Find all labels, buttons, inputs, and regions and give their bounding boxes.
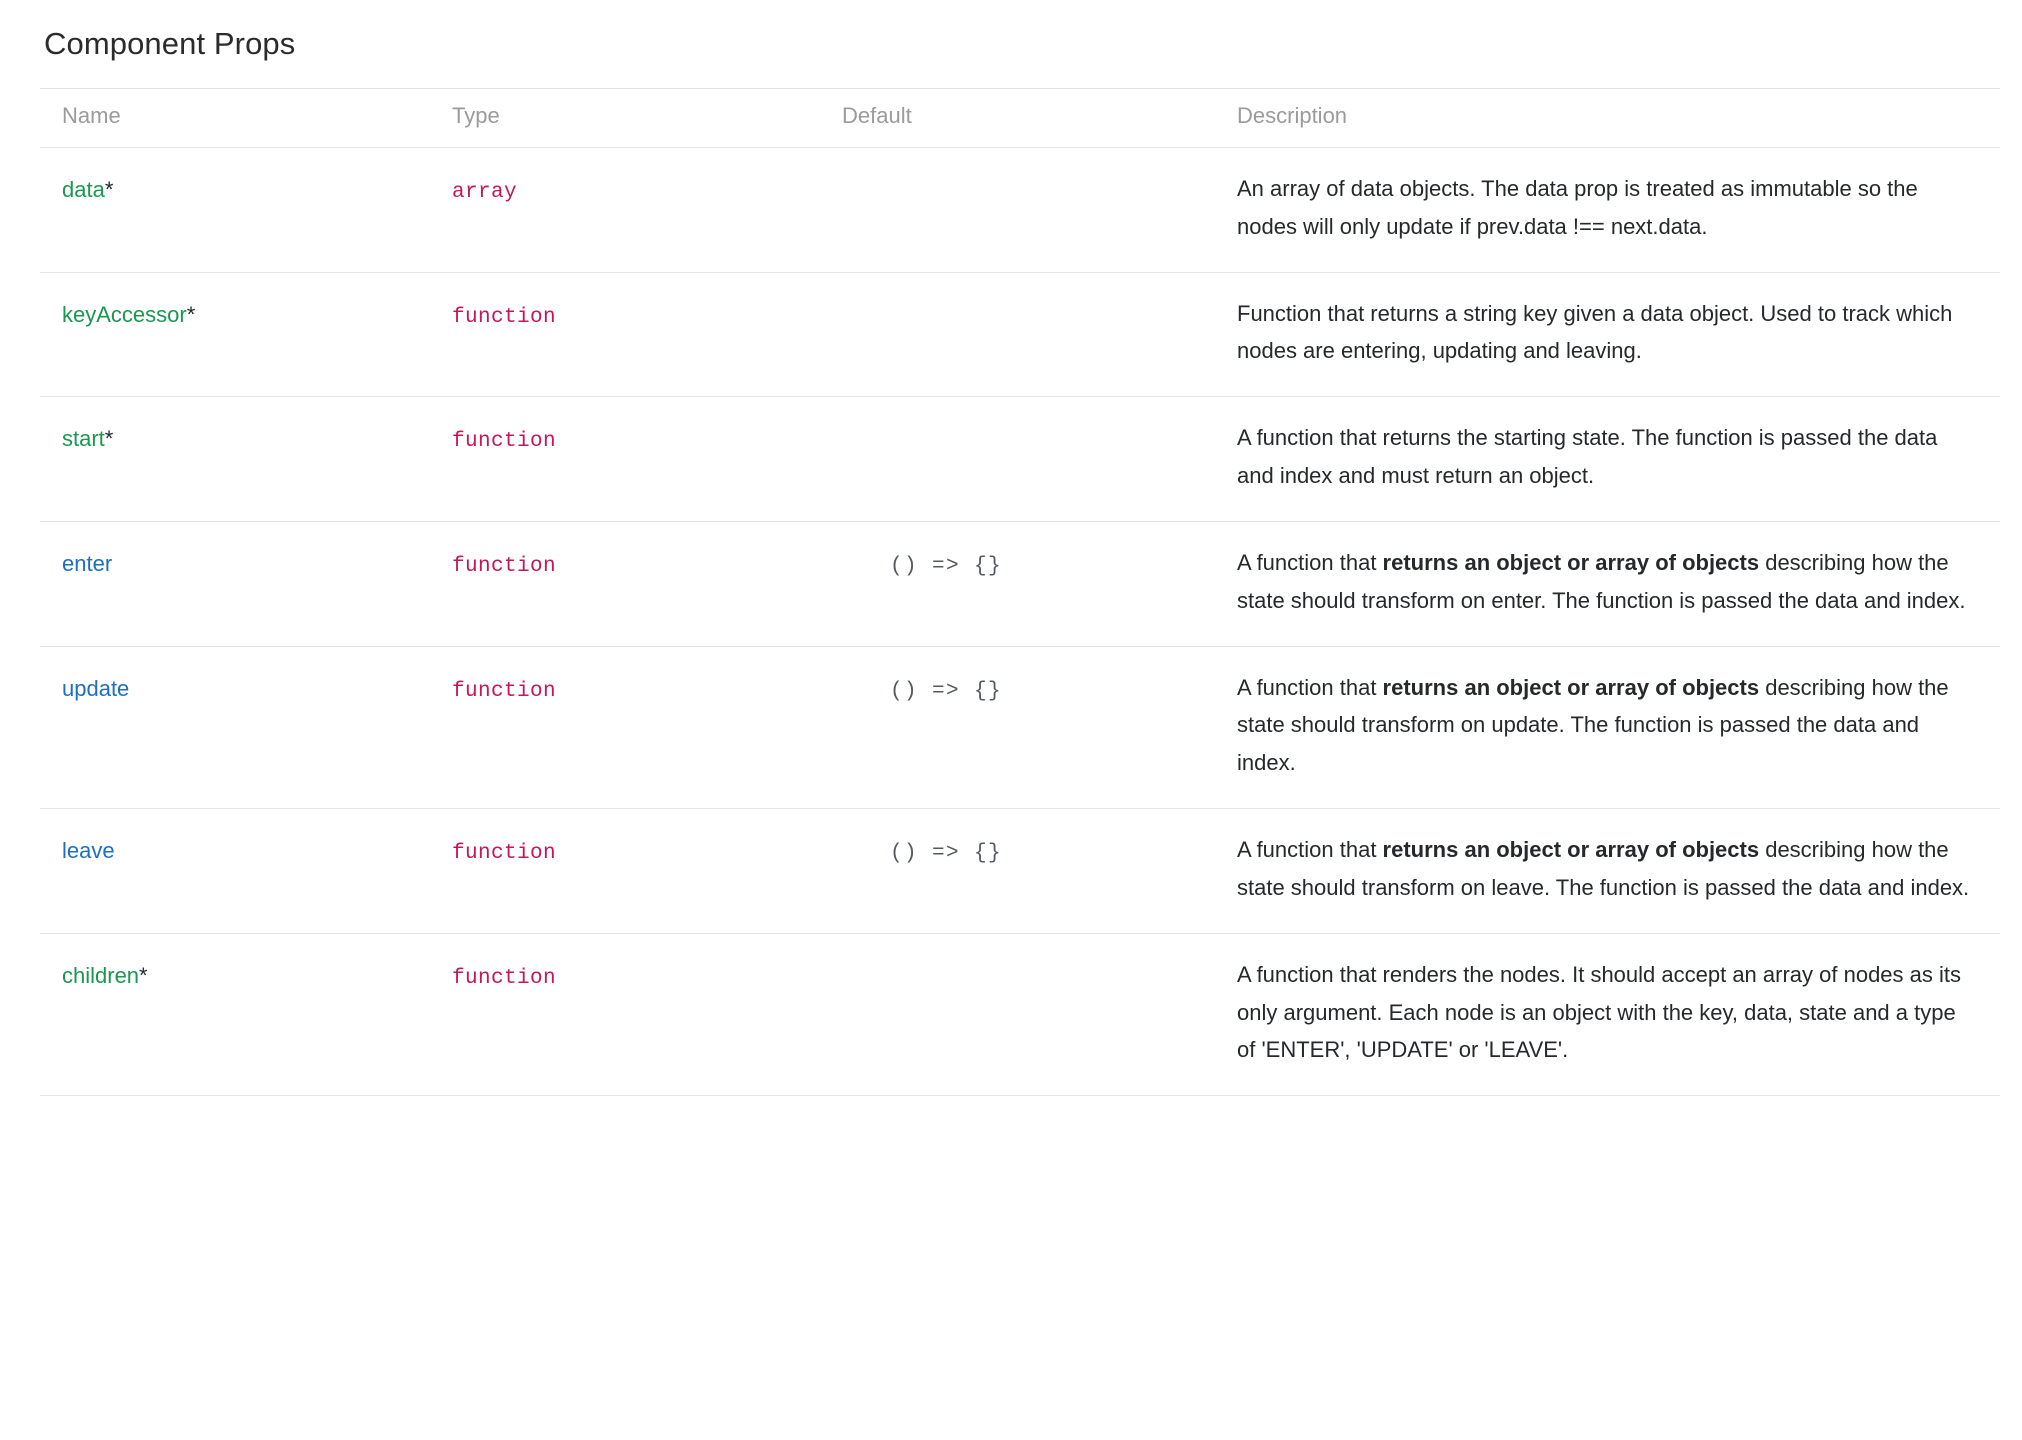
- prop-name: keyAccessor: [62, 301, 187, 327]
- table-row: [40, 148, 2000, 273]
- prop-description-cell: [1215, 809, 2000, 934]
- prop-default-cell: [820, 521, 1215, 646]
- prop-name-cell: [40, 809, 430, 934]
- prop-type-cell: [430, 809, 820, 934]
- prop-name: enter: [62, 550, 113, 576]
- component-props-table: [40, 88, 2000, 1096]
- prop-default-cell: [820, 933, 1215, 1095]
- prop-type: function: [452, 679, 557, 703]
- description-text: A function that: [1237, 837, 1383, 863]
- prop-name: data: [62, 177, 105, 202]
- prop-description-cell: [1215, 148, 2000, 273]
- prop-type: function: [452, 305, 557, 329]
- description-emphasis: returns an object or array of objects: [1382, 674, 1760, 700]
- description-text: A function that: [1237, 549, 1383, 575]
- description-text: describing how the state should transform on update. The function is passed the data and index.: [1237, 674, 1949, 776]
- table-header: [40, 89, 2000, 148]
- prop-name-cell: [40, 521, 430, 646]
- table-body: [40, 148, 2000, 1096]
- prop-description-cell: [1215, 272, 2000, 397]
- prop-type: function: [452, 842, 557, 866]
- prop-default: () => {}: [890, 842, 1003, 866]
- table-row: [40, 521, 2000, 646]
- description-text: A function that renders the nodes. It should accept an array of nodes as its only argument. Each node is an object with the key, data, state and a type of 'ENTER', 'UPDATE' or 'LEAVE'.: [1237, 961, 1962, 1063]
- prop-description: [1237, 295, 1977, 371]
- prop-default: () => {}: [890, 554, 1003, 578]
- prop-description: [1237, 419, 1977, 495]
- prop-type-cell: [430, 521, 820, 646]
- column-header-default: Default: [820, 89, 1215, 148]
- prop-name-cell: [40, 397, 430, 522]
- prop-type: function: [452, 554, 557, 578]
- prop-description-cell: [1215, 646, 2000, 808]
- description-text: Function that returns a string key given a data object. Used to track which nodes are entering, updating and leaving.: [1237, 300, 1953, 364]
- prop-name: leave: [62, 838, 115, 864]
- prop-default: () => {}: [890, 679, 1003, 703]
- table-row: [40, 272, 2000, 397]
- prop-default-cell: [820, 148, 1215, 273]
- column-header-description: Description: [1215, 89, 2000, 148]
- table-header-row: [40, 89, 2000, 148]
- description-text: describing how the state should transform on leave. The function is passed the data and index.: [1237, 837, 1970, 900]
- description-text: An array of data objects. The data prop is treated as immutable so the nodes will only update if prev.data !== next.data.: [1237, 176, 1918, 239]
- prop-type-cell: [430, 646, 820, 808]
- prop-description: [1237, 170, 1977, 246]
- required-asterisk: *: [104, 426, 114, 452]
- prop-type: function: [452, 966, 557, 990]
- page-title: Component Props: [44, 26, 296, 61]
- prop-default-cell: [820, 809, 1215, 934]
- prop-description-cell: [1215, 397, 2000, 522]
- column-header-name: Name: [40, 89, 430, 148]
- prop-description-cell: [1215, 521, 2000, 646]
- table-row: [40, 646, 2000, 808]
- prop-type-cell: [430, 272, 820, 397]
- prop-name-cell: [40, 933, 430, 1095]
- prop-description: [1237, 544, 1977, 620]
- column-header-type: Type: [430, 89, 820, 148]
- prop-default-cell: [820, 397, 1215, 522]
- description-emphasis: returns an object or array of objects: [1382, 549, 1760, 575]
- prop-type-cell: [430, 148, 820, 273]
- table-row: [40, 809, 2000, 934]
- prop-default-cell: [820, 646, 1215, 808]
- prop-name-cell: [40, 272, 430, 397]
- prop-name: update: [62, 675, 130, 701]
- prop-default-cell: [820, 272, 1215, 397]
- table-row: [40, 933, 2000, 1095]
- required-asterisk: *: [186, 301, 196, 327]
- description-emphasis: returns an object or array of objects: [1382, 837, 1760, 863]
- prop-description: [1237, 669, 1977, 782]
- prop-type: function: [452, 430, 557, 454]
- prop-description: [1237, 956, 1977, 1069]
- prop-type-cell: [430, 397, 820, 522]
- prop-name-cell: [40, 148, 430, 273]
- required-asterisk: *: [104, 177, 114, 202]
- prop-type-cell: [430, 933, 820, 1095]
- prop-name-cell: [40, 646, 430, 808]
- description-text: describing how the state should transform on enter. The function is passed the data and index.: [1237, 549, 1966, 613]
- prop-type: array: [452, 181, 518, 204]
- table-row: [40, 397, 2000, 522]
- required-asterisk: *: [139, 962, 148, 988]
- prop-description-cell: [1215, 933, 2000, 1095]
- prop-description: [1237, 831, 1977, 907]
- description-text: A function that: [1237, 674, 1383, 700]
- description-text: A function that returns the starting state. The function is passed the data and index and must return an object.: [1237, 425, 1938, 489]
- prop-name: children: [62, 962, 140, 988]
- prop-name: start: [62, 426, 105, 452]
